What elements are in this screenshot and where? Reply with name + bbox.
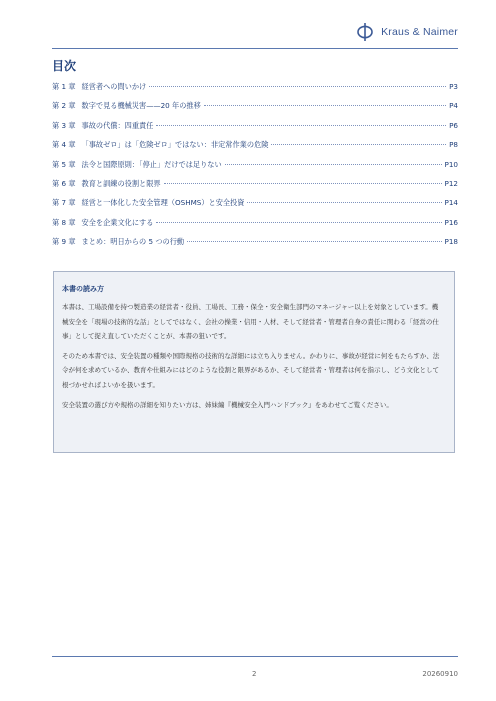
toc-chapter: 第 1 章 <box>52 82 76 91</box>
toc-item[interactable] <box>52 140 458 159</box>
toc-chapter: 第 8 章 <box>52 217 76 227</box>
toc-item[interactable] <box>52 198 458 217</box>
toc-item-title: 法令と国際原則：「停止」だけでは足りない <box>81 159 222 169</box>
toc-item[interactable] <box>52 82 458 101</box>
toc-page: P12 <box>444 178 458 188</box>
toc-item[interactable] <box>52 237 458 256</box>
toc-item-title: 安全を企業文化にする <box>81 217 154 227</box>
how-to-read-paragraph: 安全装置の選び方や規格の詳細を知りたい方は、姉妹編『機械安全入門ハンドブック』をあわせてご覧ください。 <box>62 400 393 409</box>
toc-item-title: 教育と訓練の役割と限界 <box>81 178 161 188</box>
toc-leader <box>164 183 442 184</box>
toc-leader <box>247 202 441 203</box>
toc-chapter: 第 7 章 <box>52 198 76 208</box>
toc-item-title: まとめ：明日からの 5 つの行動 <box>81 237 185 247</box>
toc-leader <box>156 222 441 223</box>
footer-date: 20260910 <box>422 670 458 678</box>
toc-page: P3 <box>449 82 458 91</box>
toc-item[interactable] <box>52 179 458 198</box>
phi-logo-icon <box>355 22 375 42</box>
toc-page: P6 <box>449 120 458 130</box>
how-to-read-box <box>53 271 455 453</box>
table-of-contents <box>52 82 458 257</box>
toc-item-title: 「事故ゼロ」は「危険ゼロ」ではない：非定常作業の危険 <box>81 140 269 150</box>
toc-page: P16 <box>444 217 458 227</box>
toc-page: P18 <box>444 237 458 247</box>
toc-page: P4 <box>449 101 458 111</box>
toc-page: P8 <box>449 140 458 150</box>
how-to-read-title: 本書の読み方 <box>62 285 104 293</box>
toc-item-title: 事故の代償：四重責任 <box>81 120 154 130</box>
logo-text: Kraus & Naimer <box>381 26 458 38</box>
toc-leader <box>271 144 446 145</box>
toc-chapter: 第 5 章 <box>52 159 76 169</box>
toc-item[interactable] <box>52 218 458 237</box>
toc-item-title: 数字で見る機械災害——20 年の推移 <box>81 101 201 111</box>
how-to-read-paragraph: 本書は、工場設備を持つ製造業の経営者・役員、工場長、工務・保全・安全衛生部門のマネージャー以上を対象としています。機械安全を「現場の技術的な話」としてではなく、会社の操業・信用・人材、そして経営者・管理者自身の責任に関わる「経営の仕事」として捉え直していただくことが、本書の狙いです。 <box>62 303 439 341</box>
toc-item[interactable] <box>52 121 458 140</box>
toc-chapter: 第 3 章 <box>52 120 76 130</box>
toc-page: P10 <box>444 159 458 169</box>
toc-item[interactable] <box>52 160 458 179</box>
toc-item-title: 経営者への問いかけ <box>81 82 147 91</box>
toc-chapter: 第 9 章 <box>52 237 76 247</box>
header-divider <box>52 48 458 49</box>
toc-leader <box>156 125 446 126</box>
toc-title: 目次 <box>52 59 77 73</box>
toc-chapter: 第 4 章 <box>52 140 76 150</box>
toc-chapter: 第 2 章 <box>52 101 76 111</box>
toc-item-title: 経営と一体化した安全管理（OSHMS）と安全投資 <box>81 198 245 208</box>
toc-item[interactable] <box>52 101 458 120</box>
toc-leader <box>149 86 446 87</box>
toc-leader <box>225 164 442 165</box>
footer-divider <box>52 656 458 657</box>
company-logo <box>355 22 458 42</box>
page-number: 2 <box>252 670 257 678</box>
toc-leader <box>204 105 446 106</box>
toc-chapter: 第 6 章 <box>52 178 76 188</box>
toc-leader <box>187 241 441 242</box>
how-to-read-paragraph: そのため本書では、安全装置の種類や国際規格の技術的な詳細には立ち入りません。かわりに、事故が経営に何をもたらすか、法令が何を求めているか、教育や仕組みにはどのような役割と限界があるか、そして経営者・管理者は何を指示し、どう文化として根づかせればよいかを扱います。 <box>62 351 440 389</box>
toc-page: P14 <box>444 198 458 208</box>
